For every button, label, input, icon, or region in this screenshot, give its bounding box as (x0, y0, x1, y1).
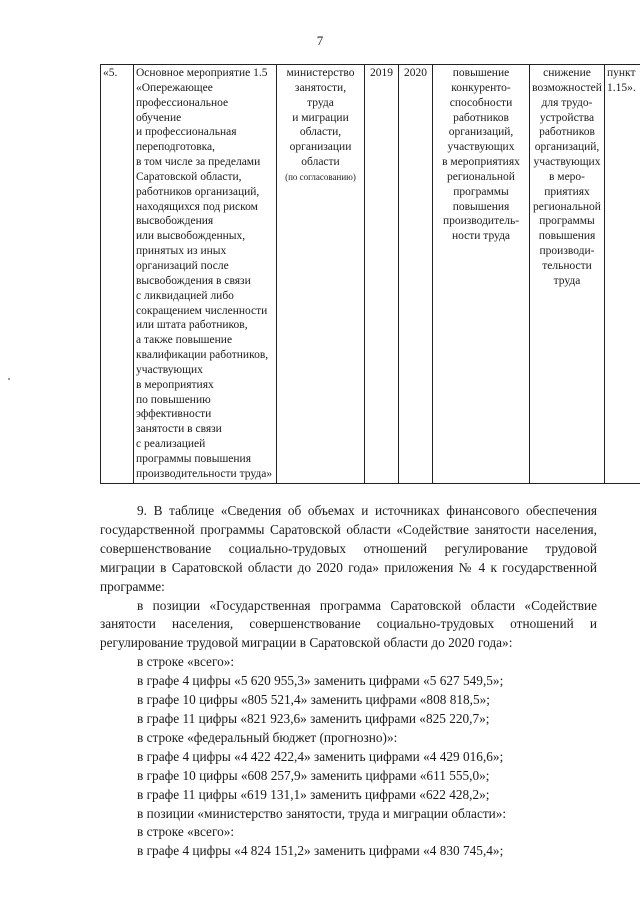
result-line: работников (453, 111, 509, 124)
amendment-line: в строке «всего»: (137, 824, 235, 840)
event-line: с ликвидацией либо (136, 289, 234, 302)
amendment-line: в графе 11 цифры «821 923,6» заменить цифрами «825 220,7»; (137, 710, 490, 726)
consequence-line: участвующих (533, 156, 601, 169)
consequence-line: производи- (539, 245, 595, 258)
executor-line: области (301, 156, 340, 169)
event-line: по повышению (136, 393, 211, 406)
event-line: или штата работников, (136, 319, 248, 332)
scan-speck (8, 378, 10, 380)
executor-line: занятости, (294, 81, 347, 94)
event-line: производительности труда» (136, 467, 273, 480)
event-line: Саратовской области, (136, 170, 242, 183)
link-cell: пункт 1.15». (605, 65, 640, 484)
consequence-cell (530, 65, 605, 484)
result-line: повышение (452, 67, 510, 79)
program-table (100, 64, 640, 484)
event-line: программы повышения (136, 452, 251, 465)
consequence-line: снижение (543, 67, 591, 79)
event-line: переподготовка, (136, 141, 216, 154)
event-line: участвующих (136, 363, 203, 376)
amendment-line: в строке «всего»: (137, 654, 235, 670)
table-row (101, 65, 640, 484)
amendment-line: в графе 4 цифры «4 422 422,4» заменить цифрами «4 429 016,6»; (137, 748, 504, 764)
executor-line: области, (299, 126, 342, 139)
event-line: профессиональное (136, 96, 229, 109)
result-line: региональной (447, 170, 515, 183)
event-line: обучение (136, 111, 182, 124)
amendment-line: в строке «федеральный бюджет (прогнозно)»: (137, 729, 398, 745)
amendment-line: в позиции «министерство занятости, труда и миграции области»: (137, 805, 507, 821)
event-line: сокращением численности (136, 304, 268, 317)
consequence-line: труда (553, 274, 581, 287)
event-line: в мероприятиях (136, 378, 214, 391)
amendment-line: в графе 10 цифры «805 521,4» заменить цифрами «808 818,5»; (137, 692, 490, 708)
result-line: производитель- (442, 215, 520, 228)
result-line: повышения (452, 200, 510, 213)
consequence-line: приятиях (544, 185, 590, 198)
event-line: высвобождения в связи (136, 274, 251, 287)
result-line: программы (453, 185, 509, 198)
consequence-line: программы (539, 215, 595, 228)
consequence-line: региональной (533, 200, 601, 213)
year-end-cell: 2020 (399, 65, 433, 484)
executor-line: (по согласованию) (285, 171, 356, 182)
amendment-text (100, 502, 597, 861)
result-line: конкуренто- (451, 81, 511, 94)
event-line: высвобождения (136, 215, 214, 228)
executor-cell (277, 65, 365, 484)
consequence-line: работников (539, 126, 595, 139)
event-line: или высвобожденных, (136, 230, 246, 243)
result-line: способности (449, 96, 513, 109)
page-number: 7 (316, 33, 324, 48)
executor-line: министерство (286, 67, 355, 79)
amendment-line: в графе 11 цифры «619 131,1» заменить цифрами «622 428,2»; (137, 786, 490, 802)
event-line: находящихся под риском (136, 200, 258, 213)
consequence-line: организаций, (534, 141, 600, 154)
paragraph-9: 9. В таблице «Сведения об объемах и источниках финансового обеспечения государственной программы Саратовской области «Содействие занятости населения, совершенствование социально-трудовых отношений регулирование трудовой миграции в Саратовской области до 2020 года» приложения № 4 к государственной программе: (100, 503, 597, 594)
consequence-line: тельности (542, 259, 592, 272)
event-line: «Опережающее (136, 81, 213, 94)
paragraph-position: в позиции «Государственная программа Саратовской области «Содействие занятости населения, совершенствование социально-трудовых отношений и регулирование трудовой миграции в Саратовской области до 2020 года»: (100, 597, 597, 651)
amendment-line: в графе 4 цифры «4 824 151,2» заменить цифрами «4 830 745,4»; (137, 843, 504, 859)
executor-line: организации (289, 141, 352, 154)
result-line: участвующих (447, 141, 515, 154)
event-line: организаций после (136, 259, 229, 272)
consequence-line: возможностей (532, 81, 602, 94)
event-cell (134, 65, 277, 484)
event-line: эффективности (136, 408, 212, 421)
consequence-line: устройства (539, 111, 595, 124)
executor-line: труда (307, 96, 334, 109)
result-cell (433, 65, 530, 484)
event-line: квалификации работников, (136, 349, 269, 362)
amendment-line: в графе 10 цифры «608 257,9» заменить цифрами «611 555,0»; (137, 767, 490, 783)
consequence-line: для трудо- (541, 96, 593, 109)
event-line: и профессиональная (136, 126, 237, 139)
event-line: принятых из иных (136, 245, 227, 258)
result-line: ности труда (451, 230, 511, 243)
event-line: с реализацией (136, 438, 206, 451)
result-line: организаций, (448, 126, 514, 139)
event-line: в том числе за пределами (136, 156, 261, 169)
event-line: работников организаций, (136, 185, 260, 198)
event-line: Основное мероприятие 1.5 (136, 67, 268, 79)
consequence-line: в меро- (548, 170, 586, 183)
year-start-cell: 2019 (365, 65, 399, 484)
consequence-line: повышения (538, 230, 596, 243)
event-line: занятости в связи (136, 423, 222, 436)
row-number-cell: «5. (101, 65, 134, 484)
result-line: в мероприятиях (442, 156, 520, 169)
amendment-line: в графе 4 цифры «5 620 955,3» заменить цифрами «5 627 549,5»; (137, 673, 504, 689)
executor-line: и миграции (292, 111, 349, 124)
event-line: а также повышение (136, 334, 233, 347)
